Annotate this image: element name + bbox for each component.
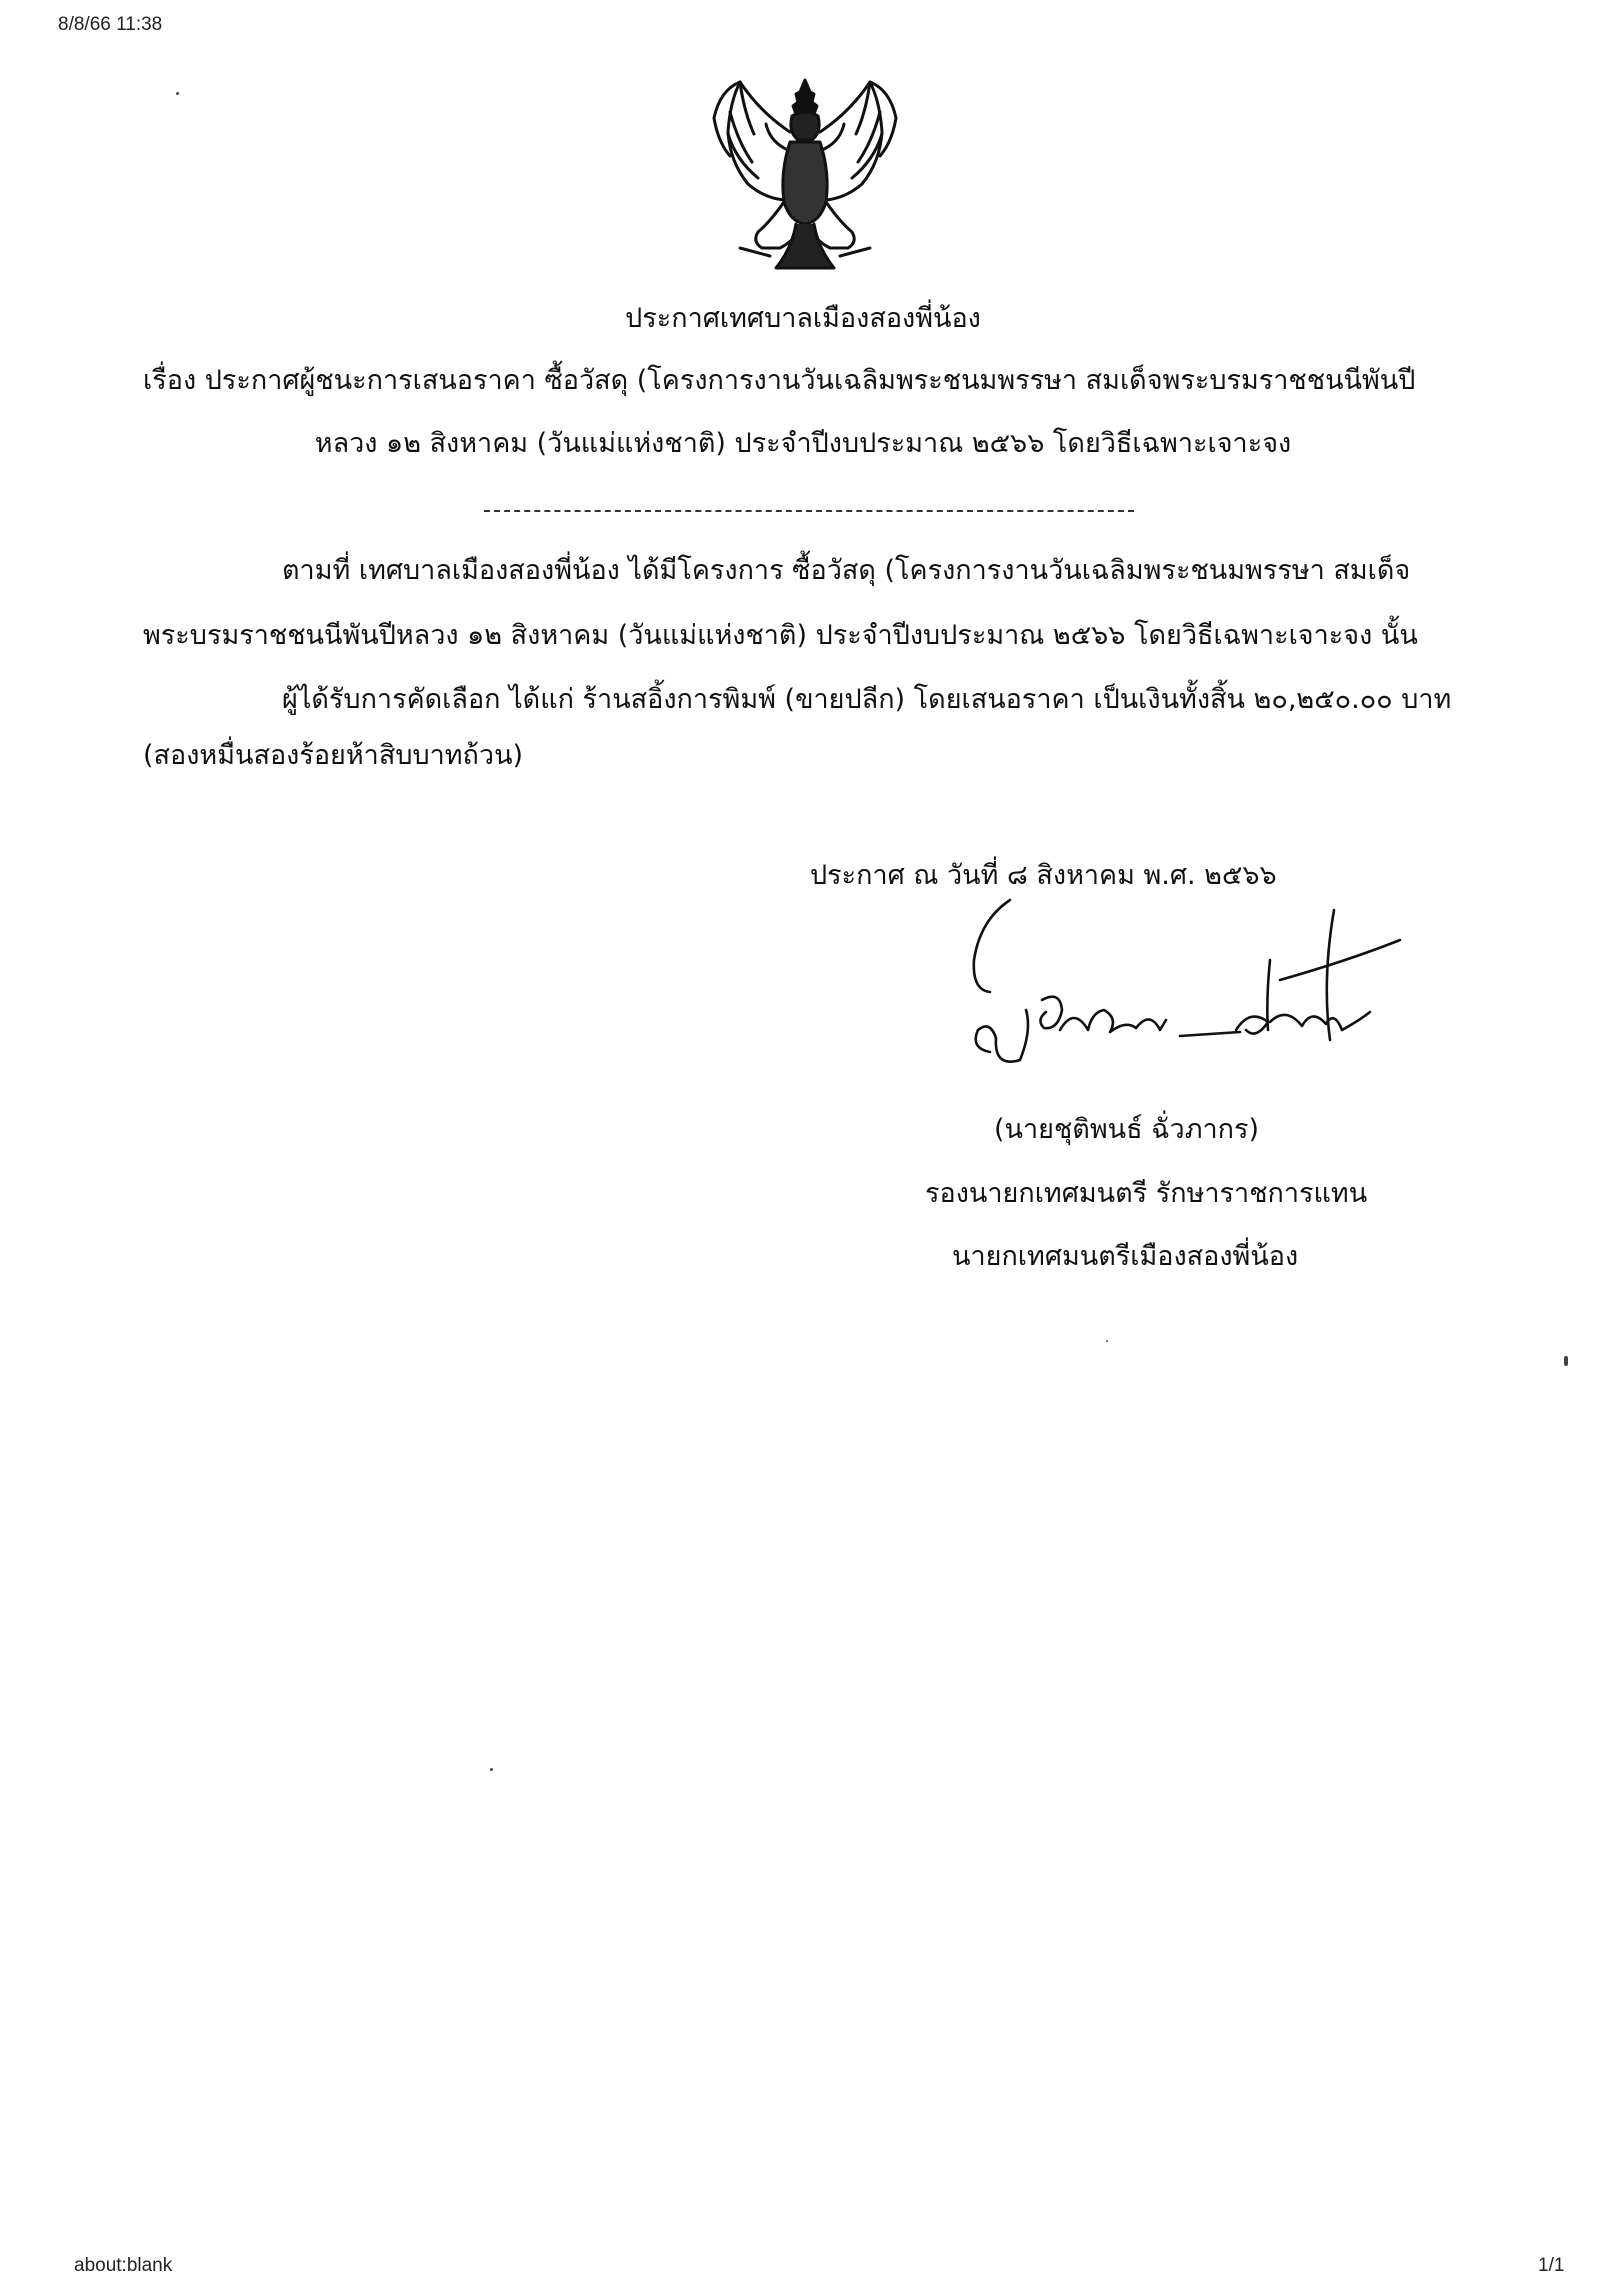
body-para2-line1: ผู้ได้รับการคัดเลือก ได้แก่ ร้านสอิ้งการพิมพ์ (ขายปลีก) โดยเสนอราคา เป็นเงินทั้งสิ้น ๒๐,๒๕๐.๐๐ บาท [282, 684, 1452, 715]
subject-line-1: เรื่อง ประกาศผู้ชนะการเสนอราคา ซื้อวัสดุ (โครงการงานวันเฉลิมพระชนมพรรษา สมเด็จพระบรมราชชนนีพันปี [143, 365, 1416, 396]
print-datetime: 8/8/66 11:38 [58, 14, 163, 35]
garuda-emblem-icon [700, 72, 910, 282]
signatory-position-1: รองนายกเทศมนตรี รักษาราชการแทน [925, 1178, 1368, 1209]
org-heading: ประกาศเทศบาลเมืองสองพี่น้อง [625, 303, 981, 334]
signatory-position-2: นายกเทศมนตรีเมืองสองพี่น้อง [952, 1241, 1299, 1272]
print-url: about:blank [74, 2255, 173, 2276]
body-para1-line1: ตามที่ เทศบาลเมืองสองพี่น้อง ได้มีโครงการ ซื้อวัสดุ (โครงการงานวันเฉลิมพระชนมพรรษา สมเด็จ [282, 555, 1411, 586]
handwritten-signature [950, 880, 1430, 1090]
signatory-name: (นายชุติพนธ์ ฉั่วภากร) [994, 1114, 1260, 1145]
body-para2-line2: (สองหมื่นสองร้อยห้าสิบบาทถ้วน) [143, 740, 524, 771]
print-page-number: 1/1 [1538, 2255, 1565, 2276]
body-para1-line2: พระบรมราชชนนีพันปีหลวง ๑๒ สิงหาคม (วันแม่แห่งชาติ) ประจำปีงบประมาณ ๒๕๖๖ โดยวิธีเฉพาะเจาะจง นั้น [143, 620, 1418, 651]
announce-date: ประกาศ ณ วันที่ ๘ สิงหาคม พ.ศ. ๒๕๖๖ [810, 860, 1277, 891]
subject-line-2: หลวง ๑๒ สิงหาคม (วันแม่แห่งชาติ) ประจำปีงบประมาณ ๒๕๖๖ โดยวิธีเฉพาะเจาะจง [314, 428, 1292, 459]
separator-dashed-line [484, 510, 1134, 512]
